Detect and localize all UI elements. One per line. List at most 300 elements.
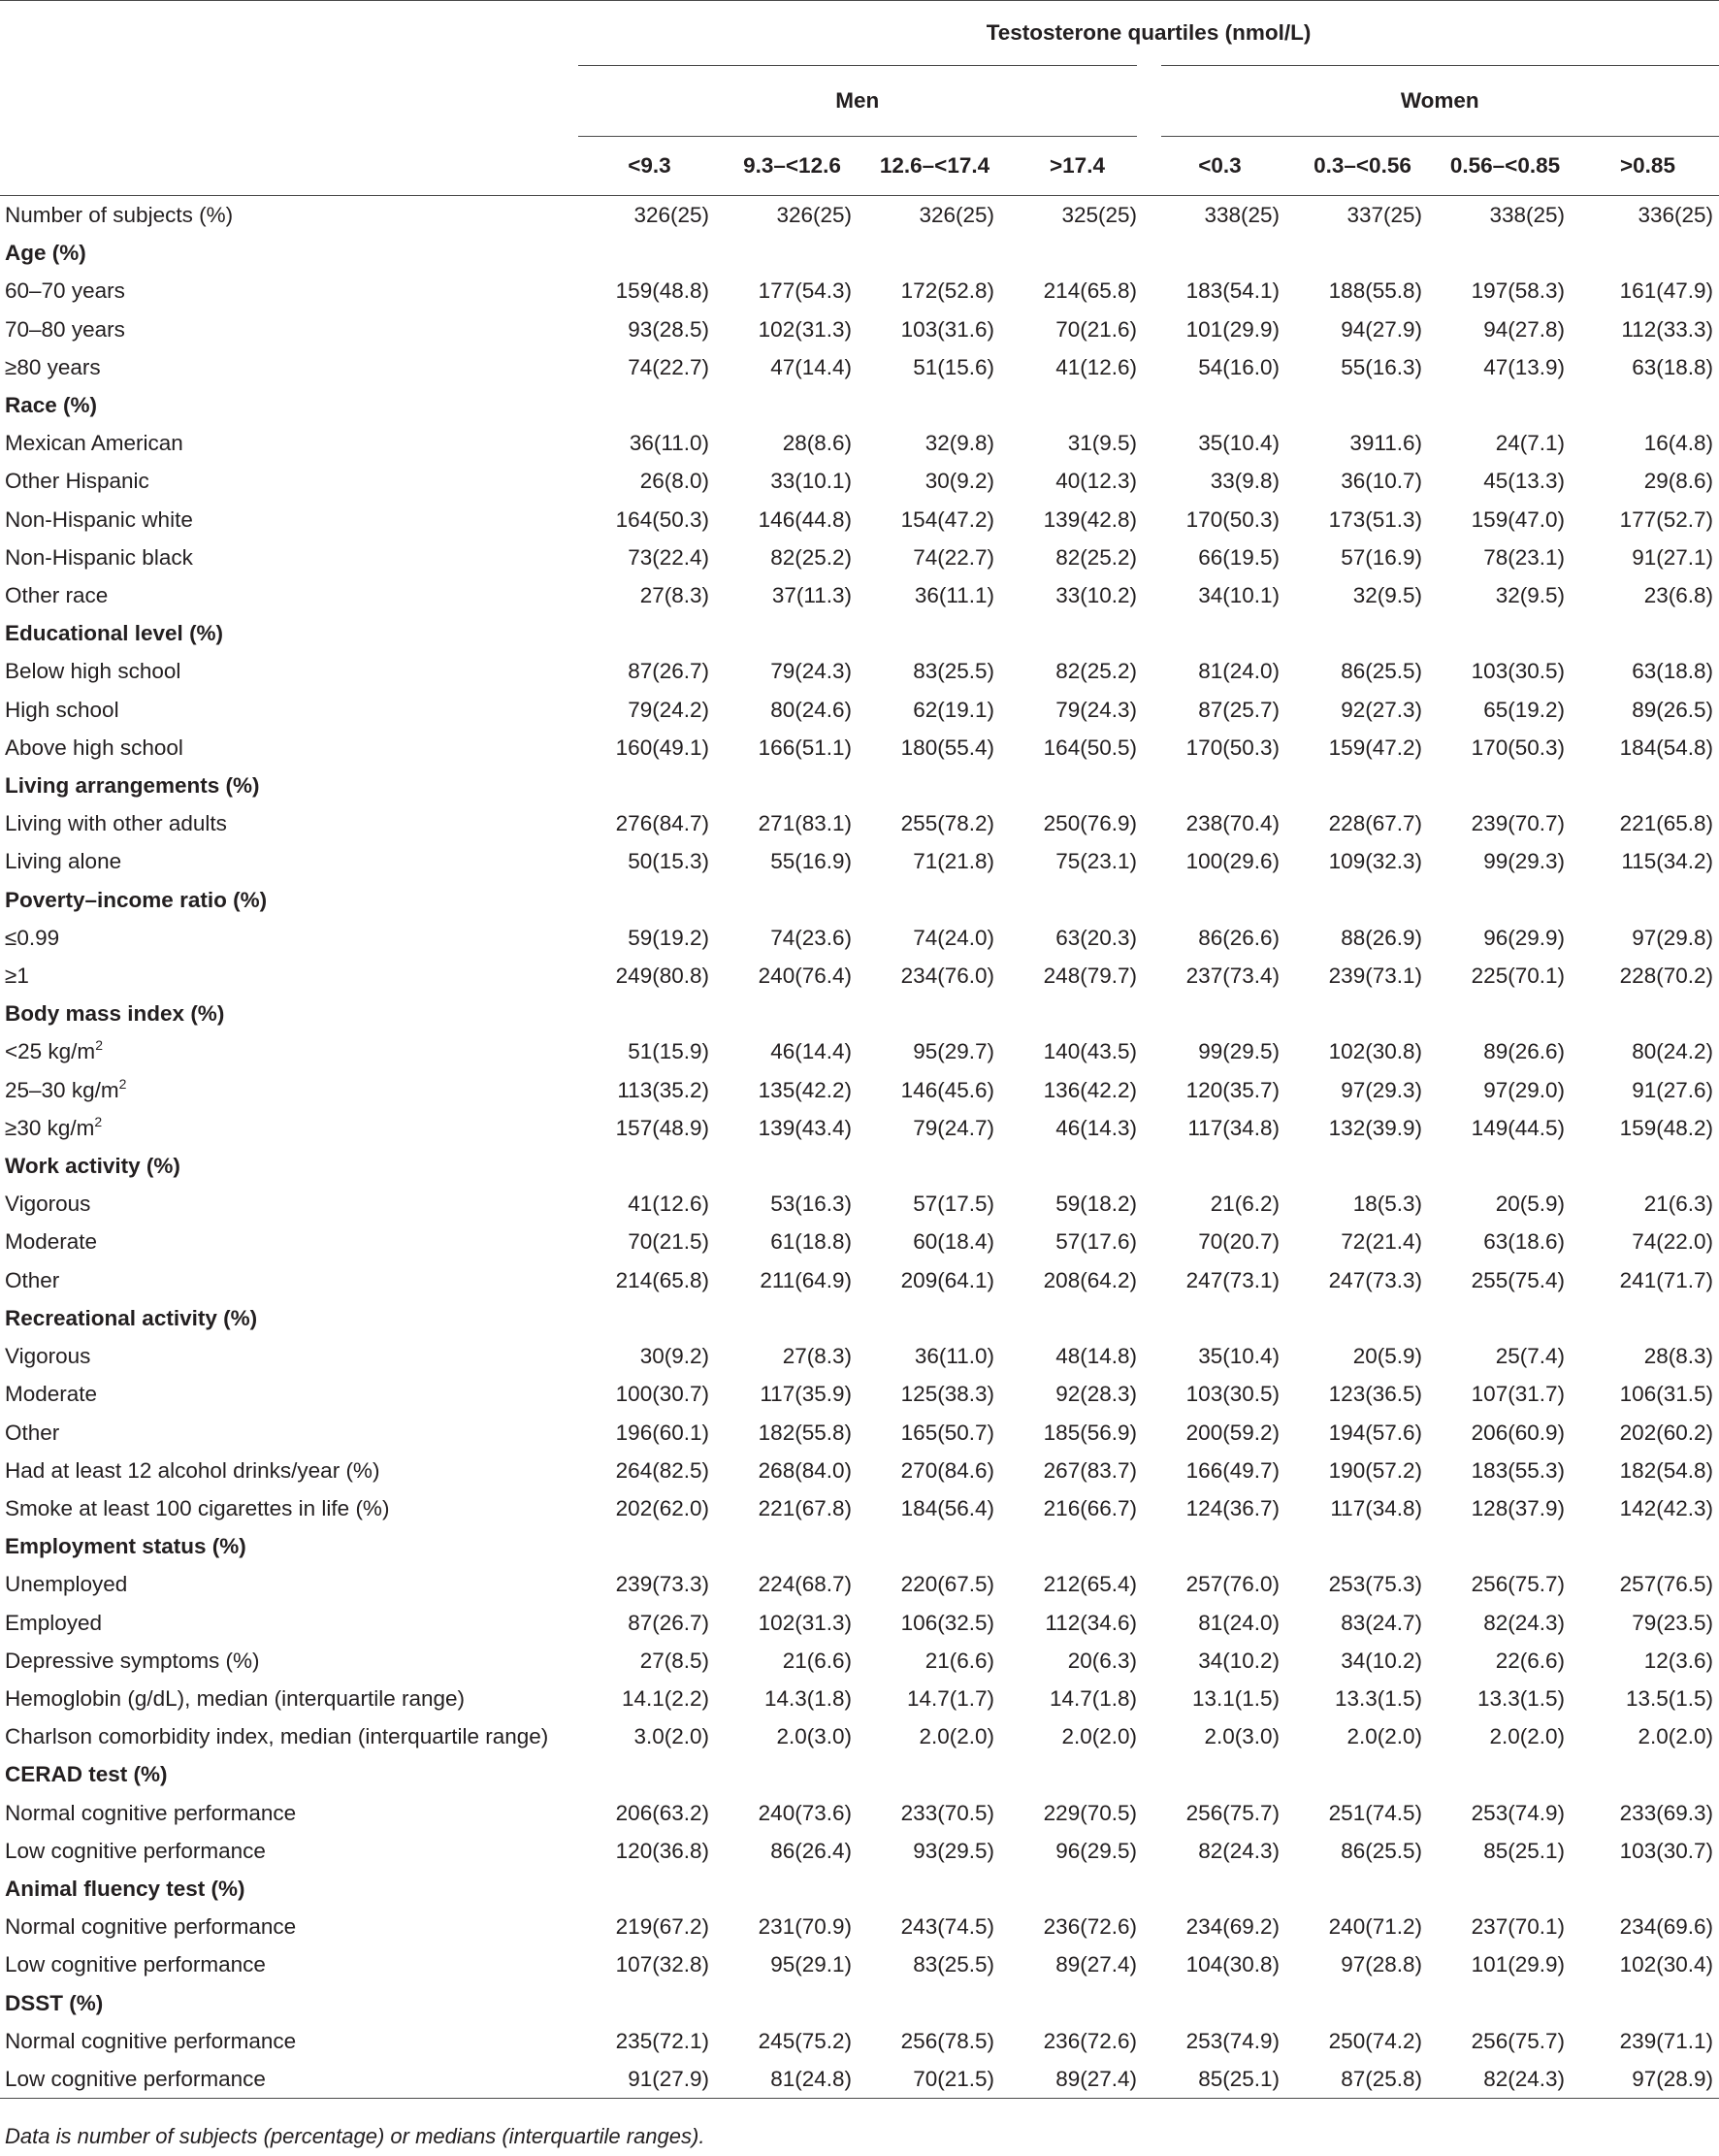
table-cell: 45(13.3) bbox=[1483, 469, 1565, 494]
quartile-header-men: <9.3 bbox=[628, 153, 671, 178]
table-cell: 239(73.3) bbox=[615, 1572, 709, 1597]
table-cell: 74(22.7) bbox=[628, 354, 709, 379]
table-cell: 139(42.8) bbox=[1043, 506, 1137, 532]
quartile-header-women: >0.85 bbox=[1620, 153, 1675, 178]
table-cell: 2.0(3.0) bbox=[776, 1724, 852, 1749]
table-cell: 172(52.8) bbox=[900, 278, 994, 304]
section-heading: CERAD test (%) bbox=[5, 1762, 168, 1787]
table-cell: 112(33.3) bbox=[1621, 316, 1713, 342]
section-heading: Work activity (%) bbox=[5, 1154, 180, 1179]
row-label-text: 60–70 years bbox=[5, 278, 125, 304]
table-cell: 267(83.7) bbox=[1043, 1457, 1137, 1483]
table-cell: 89(27.4) bbox=[1055, 1952, 1137, 1977]
table-cell: 2.0(2.0) bbox=[1489, 1724, 1565, 1749]
section-row bbox=[0, 234, 1719, 272]
table-cell: 239(70.7) bbox=[1471, 811, 1565, 836]
row-label bbox=[0, 1071, 578, 1109]
table-cell: 21(6.6) bbox=[924, 1648, 994, 1673]
table-cell: 83(25.5) bbox=[913, 1952, 994, 1977]
table-cell: 170(50.3) bbox=[1185, 506, 1280, 532]
table-cell: 20(5.9) bbox=[1352, 1344, 1422, 1369]
row-label-text: Vigorous bbox=[5, 1344, 91, 1369]
table-cell: 57(17.6) bbox=[1055, 1229, 1137, 1255]
table-cell: 54(16.0) bbox=[1198, 354, 1280, 379]
table-cell: 2.0(2.0) bbox=[1346, 1724, 1422, 1749]
table-cell: 46(14.4) bbox=[770, 1039, 852, 1064]
table-cell: 326(25) bbox=[776, 203, 852, 227]
table-cell: 70(20.7) bbox=[1198, 1229, 1280, 1255]
table-cell: 81(24.8) bbox=[770, 2066, 852, 2091]
row-label-text: Employed bbox=[5, 1610, 103, 1635]
row-label-text: Depressive symptoms (%) bbox=[5, 1648, 260, 1673]
quartile-header-men: 9.3–<12.6 bbox=[743, 153, 841, 178]
row-label-text: Charlson comorbidity index, median (interquartile range) bbox=[5, 1724, 549, 1749]
row-label bbox=[0, 1185, 578, 1223]
table-row bbox=[0, 919, 1719, 957]
row-label bbox=[0, 652, 578, 690]
table-cell: 33(10.1) bbox=[770, 469, 852, 494]
row-label bbox=[0, 1261, 578, 1299]
table-cell: 229(70.5) bbox=[1043, 1800, 1137, 1825]
table-cell: 97(28.9) bbox=[1632, 2066, 1713, 2091]
table-cell: 170(50.3) bbox=[1471, 735, 1565, 760]
table-cell: 36(11.1) bbox=[914, 583, 994, 608]
table-cell: 220(67.5) bbox=[900, 1572, 994, 1597]
table-cell: 13.3(1.5) bbox=[1476, 1685, 1565, 1711]
table-row bbox=[0, 1945, 1719, 1983]
quartile-header-men: 12.6–<17.4 bbox=[879, 153, 990, 178]
table-cell: 94(27.9) bbox=[1341, 316, 1422, 342]
table-cell: 160(49.1) bbox=[615, 735, 709, 760]
table-row bbox=[0, 272, 1719, 310]
table-cell: 79(23.5) bbox=[1632, 1610, 1713, 1635]
row-label bbox=[0, 729, 578, 767]
table-cell: 21(6.3) bbox=[1643, 1192, 1713, 1217]
section-row bbox=[0, 614, 1719, 652]
table-cell: 82(24.3) bbox=[1483, 2066, 1565, 2091]
table-cell: 63(20.3) bbox=[1055, 925, 1137, 950]
table-row bbox=[0, 348, 1719, 386]
row-label-text: Hemoglobin (g/dL), median (interquartile range) bbox=[5, 1685, 465, 1711]
row-label-text: Normal cognitive performance bbox=[5, 2028, 297, 2053]
table-cell: 74(23.6) bbox=[770, 925, 852, 950]
table-cell: 83(24.7) bbox=[1341, 1610, 1422, 1635]
table-cell: 71(21.8) bbox=[913, 849, 994, 874]
table-row bbox=[0, 1337, 1719, 1375]
table-row bbox=[0, 1680, 1719, 1717]
table-cell: 96(29.9) bbox=[1483, 925, 1565, 950]
table-cell: 224(68.7) bbox=[758, 1572, 852, 1597]
table-cell: 2.0(2.0) bbox=[1061, 1724, 1137, 1749]
table-cell: 51(15.6) bbox=[913, 354, 994, 379]
section-heading: Animal fluency test (%) bbox=[5, 1876, 245, 1901]
table-row bbox=[0, 2022, 1719, 2060]
table-cell: 253(74.9) bbox=[1471, 1800, 1565, 1825]
table-cell: 101(29.9) bbox=[1471, 1952, 1565, 1977]
table-cell: 24(7.1) bbox=[1495, 431, 1565, 456]
table-cell: 21(6.6) bbox=[782, 1648, 852, 1673]
section-row bbox=[0, 386, 1719, 424]
table-cell: 271(83.1) bbox=[758, 811, 852, 836]
table-row bbox=[0, 2060, 1719, 2099]
section-heading: Age (%) bbox=[5, 241, 86, 266]
table-cell: 35(10.4) bbox=[1198, 1344, 1280, 1369]
table-row bbox=[0, 1452, 1719, 1489]
table-cell: 3.0(2.0) bbox=[633, 1724, 709, 1749]
table-cell: 28(8.3) bbox=[1643, 1344, 1713, 1369]
table-cell: 2.0(3.0) bbox=[1204, 1724, 1280, 1749]
row-label bbox=[0, 1642, 578, 1680]
table-cell: 70(21.5) bbox=[913, 2066, 994, 2091]
table-cell: 180(55.4) bbox=[900, 735, 994, 760]
table-cell: 107(31.7) bbox=[1471, 1382, 1565, 1407]
table-cell: 33(9.8) bbox=[1210, 469, 1280, 494]
header-row-title bbox=[0, 1, 1719, 66]
group-header-men: Men bbox=[578, 66, 1149, 137]
table-row bbox=[0, 691, 1719, 729]
table-cell: 236(72.6) bbox=[1043, 2028, 1137, 2053]
section-row bbox=[0, 1527, 1719, 1565]
table-row bbox=[0, 729, 1719, 767]
table-cell: 206(63.2) bbox=[615, 1800, 709, 1825]
table-cell: 184(54.8) bbox=[1619, 735, 1713, 760]
table-cell: 231(70.9) bbox=[758, 1914, 852, 1940]
table-cell: 82(24.3) bbox=[1198, 1838, 1280, 1863]
table-cell: 117(34.8) bbox=[1187, 1115, 1280, 1140]
table-cell: 255(75.4) bbox=[1471, 1267, 1565, 1292]
table-row bbox=[0, 1642, 1719, 1680]
table-cell: 78(23.1) bbox=[1483, 544, 1565, 570]
table-cell: 27(8.3) bbox=[782, 1344, 852, 1369]
table-cell: 255(78.2) bbox=[900, 811, 994, 836]
table-cell: 161(47.9) bbox=[1619, 278, 1713, 304]
table-row bbox=[0, 842, 1719, 880]
section-heading: DSST (%) bbox=[5, 1990, 104, 2015]
table-cell: 102(30.8) bbox=[1328, 1039, 1422, 1064]
row-label bbox=[0, 424, 578, 462]
table-cell: 59(18.2) bbox=[1055, 1192, 1137, 1217]
table-row bbox=[0, 310, 1719, 348]
row-label bbox=[0, 1452, 578, 1489]
table-cell: 82(25.2) bbox=[1055, 659, 1137, 684]
table-cell: 36(11.0) bbox=[629, 431, 709, 456]
unit-superscript: 2 bbox=[94, 1113, 103, 1129]
table-cell: 89(26.6) bbox=[1483, 1039, 1565, 1064]
row-label-text: Below high school bbox=[5, 659, 181, 684]
table-cell: 13.1(1.5) bbox=[1191, 1685, 1280, 1711]
table-cell: 95(29.1) bbox=[770, 1952, 852, 1977]
row-label bbox=[0, 1908, 578, 1945]
table-cell: 94(27.8) bbox=[1483, 316, 1565, 342]
table-cell: 85(25.1) bbox=[1198, 2066, 1280, 2091]
row-label-text: 25–30 kg/m bbox=[5, 1077, 119, 1102]
table-cell: 75(23.1) bbox=[1055, 849, 1137, 874]
quartile-header-men: >17.4 bbox=[1050, 153, 1105, 178]
row-label bbox=[0, 1604, 578, 1642]
table-cell: 96(29.5) bbox=[1055, 1838, 1137, 1863]
table-cell: 214(65.8) bbox=[1043, 278, 1137, 304]
row-label-text: ≥30 kg/m bbox=[5, 1115, 95, 1140]
row-label-text: Normal cognitive performance bbox=[5, 1914, 297, 1940]
table-cell: 104(30.8) bbox=[1185, 1952, 1280, 1977]
table-cell: 228(67.7) bbox=[1328, 811, 1422, 836]
table-cell: 102(31.3) bbox=[758, 1610, 852, 1635]
table-cell: 212(65.4) bbox=[1043, 1572, 1137, 1597]
table-cell: 103(30.5) bbox=[1185, 1382, 1280, 1407]
table-cell: 2.0(2.0) bbox=[919, 1724, 994, 1749]
table-cell: 124(36.7) bbox=[1185, 1495, 1280, 1520]
table-cell: 14.3(1.8) bbox=[763, 1685, 852, 1711]
table-cell: 117(35.9) bbox=[760, 1382, 852, 1407]
row-label bbox=[0, 539, 578, 576]
row-label-text: Vigorous bbox=[5, 1192, 91, 1217]
table-cell: 46(14.3) bbox=[1055, 1115, 1137, 1140]
table-cell: 100(30.7) bbox=[615, 1382, 709, 1407]
table-cell: 79(24.2) bbox=[628, 697, 709, 722]
table-cell: 20(5.9) bbox=[1495, 1192, 1565, 1217]
section-row bbox=[0, 1870, 1719, 1908]
row-label-text: Living alone bbox=[5, 849, 122, 874]
table-cell: 74(24.0) bbox=[913, 925, 994, 950]
header-empty-cell bbox=[0, 137, 578, 196]
row-label bbox=[0, 1794, 578, 1832]
table-row bbox=[0, 539, 1719, 576]
table-cell: 240(73.6) bbox=[758, 1800, 852, 1825]
table-cell: 120(36.8) bbox=[615, 1838, 709, 1863]
unit-superscript: 2 bbox=[95, 1037, 103, 1054]
section-heading: Recreational activity (%) bbox=[5, 1305, 258, 1330]
row-label-text: ≤0.99 bbox=[5, 925, 60, 950]
table-row bbox=[0, 1832, 1719, 1870]
section-row bbox=[0, 1755, 1719, 1793]
table-cell: 249(80.8) bbox=[615, 964, 709, 989]
table-cell: 14.7(1.7) bbox=[906, 1685, 994, 1711]
section-row bbox=[0, 995, 1719, 1032]
table-cell: 146(44.8) bbox=[758, 506, 852, 532]
table-cell: 157(48.9) bbox=[615, 1115, 709, 1140]
table-cell: 97(29.8) bbox=[1632, 925, 1713, 950]
table-cell: 33(10.2) bbox=[1055, 583, 1137, 608]
table-cell: 190(57.2) bbox=[1328, 1457, 1422, 1483]
table-cell: 92(27.3) bbox=[1341, 697, 1422, 722]
table-cell: 103(30.7) bbox=[1619, 1838, 1713, 1863]
table-cell: 115(34.2) bbox=[1621, 849, 1713, 874]
table-cell: 41(12.6) bbox=[1055, 354, 1137, 379]
table-cell: 184(56.4) bbox=[900, 1495, 994, 1520]
table-cell: 132(39.9) bbox=[1328, 1115, 1422, 1140]
section-heading: Race (%) bbox=[5, 393, 98, 418]
section-heading: Employment status (%) bbox=[5, 1534, 246, 1559]
row-label-text: ≥1 bbox=[5, 964, 29, 989]
table-cell: 140(43.5) bbox=[1043, 1039, 1137, 1064]
table-cell: 2.0(2.0) bbox=[1638, 1724, 1713, 1749]
table-cell: 325(25) bbox=[1061, 203, 1137, 227]
group-header-women: Women bbox=[1149, 66, 1719, 137]
table-cell: 225(70.1) bbox=[1471, 964, 1565, 989]
table-cell: 97(29.3) bbox=[1341, 1077, 1422, 1102]
section-row bbox=[0, 1299, 1719, 1337]
table-cell: 251(74.5) bbox=[1328, 1800, 1422, 1825]
table-cell: 34(10.2) bbox=[1341, 1648, 1422, 1673]
table-cell: 166(51.1) bbox=[758, 735, 852, 760]
table-cell: 247(73.1) bbox=[1185, 1267, 1280, 1292]
table-cell: 182(54.8) bbox=[1619, 1457, 1713, 1483]
table-cell: 102(31.3) bbox=[758, 316, 852, 342]
table-row bbox=[0, 1565, 1719, 1603]
table-cell: 250(76.9) bbox=[1043, 811, 1137, 836]
quartile-header-women: 0.56–<0.85 bbox=[1449, 153, 1561, 178]
table-cell: 74(22.0) bbox=[1632, 1229, 1713, 1255]
row-label bbox=[0, 1945, 578, 1983]
section-heading: Body mass index (%) bbox=[5, 1001, 225, 1027]
table-row bbox=[0, 1185, 1719, 1223]
row-label-text: <25 kg/m bbox=[5, 1039, 96, 1064]
table-cell: 62(19.1) bbox=[913, 697, 994, 722]
table-cell: 211(64.9) bbox=[760, 1267, 852, 1292]
row-label-text: 70–80 years bbox=[5, 316, 125, 342]
section-row bbox=[0, 767, 1719, 804]
row-label bbox=[0, 501, 578, 539]
table-row bbox=[0, 576, 1719, 614]
table-cell: 63(18.6) bbox=[1483, 1229, 1565, 1255]
table-cell: 214(65.8) bbox=[615, 1267, 709, 1292]
row-label bbox=[0, 1680, 578, 1717]
table-cell: 135(42.2) bbox=[758, 1077, 852, 1102]
table-cell: 112(34.6) bbox=[1045, 1610, 1137, 1635]
quartile-header-women: 0.3–<0.56 bbox=[1314, 153, 1411, 178]
table-row bbox=[0, 1604, 1719, 1642]
row-label-text: Living with other adults bbox=[5, 811, 227, 836]
row-label-text: Low cognitive performance bbox=[5, 1952, 266, 1977]
row-label bbox=[0, 1717, 578, 1755]
table-cell: 81(24.0) bbox=[1198, 659, 1280, 684]
row-label-text: High school bbox=[5, 697, 119, 722]
table-cell: 27(8.3) bbox=[639, 583, 709, 608]
table-cell: 233(70.5) bbox=[900, 1800, 994, 1825]
table-cell: 164(50.3) bbox=[615, 506, 709, 532]
table-cell: 59(19.2) bbox=[628, 925, 709, 950]
table-cell: 57(16.9) bbox=[1341, 544, 1422, 570]
row-label bbox=[0, 310, 578, 348]
table-cell: 194(57.6) bbox=[1328, 1420, 1422, 1445]
table-cell: 240(76.4) bbox=[758, 964, 852, 989]
table-cell: 99(29.5) bbox=[1198, 1039, 1280, 1064]
table-cell: 22(6.6) bbox=[1495, 1648, 1565, 1673]
table-cell: 26(8.0) bbox=[639, 469, 709, 494]
table-title: Testosterone quartiles (nmol/L) bbox=[578, 1, 1719, 66]
table-cell: 20(6.3) bbox=[1067, 1648, 1137, 1673]
table-cell: 235(72.1) bbox=[615, 2028, 709, 2053]
table-cell: 12(3.6) bbox=[1643, 1648, 1713, 1673]
table-cell: 238(70.4) bbox=[1185, 811, 1280, 836]
table-cell: 14.7(1.8) bbox=[1049, 1685, 1137, 1711]
table-cell: 27(8.5) bbox=[639, 1648, 709, 1673]
table-cell: 257(76.0) bbox=[1185, 1572, 1280, 1597]
table-cell: 89(27.4) bbox=[1055, 2066, 1137, 2091]
table-cell: 63(18.8) bbox=[1632, 354, 1713, 379]
table-cell: 16(4.8) bbox=[1643, 431, 1713, 456]
row-label bbox=[0, 576, 578, 614]
table-cell: 221(67.8) bbox=[758, 1495, 852, 1520]
section-heading: Living arrangements (%) bbox=[5, 773, 260, 799]
table-cell: 86(25.5) bbox=[1341, 1838, 1422, 1863]
table-cell: 256(75.7) bbox=[1471, 1572, 1565, 1597]
table-cell: 13.3(1.5) bbox=[1334, 1685, 1422, 1711]
table-cell: 97(28.8) bbox=[1341, 1952, 1422, 1977]
table-cell: 32(9.8) bbox=[924, 431, 994, 456]
table-cell: 51(15.9) bbox=[628, 1039, 709, 1064]
table-cell: 253(75.3) bbox=[1328, 1572, 1422, 1597]
table-cell: 239(71.1) bbox=[1619, 2028, 1713, 2053]
table-cell: 91(27.6) bbox=[1632, 1077, 1713, 1102]
table-cell: 243(74.5) bbox=[900, 1914, 994, 1940]
table-cell: 103(30.5) bbox=[1471, 659, 1565, 684]
table-cell: 257(76.5) bbox=[1619, 1572, 1713, 1597]
table-cell: 50(15.3) bbox=[628, 849, 709, 874]
row-label bbox=[0, 272, 578, 310]
table-cell: 234(69.2) bbox=[1185, 1914, 1280, 1940]
table-cell: 57(17.5) bbox=[913, 1192, 994, 1217]
table-cell: 221(65.8) bbox=[1619, 811, 1713, 836]
table-cell: 14.1(2.2) bbox=[621, 1685, 709, 1711]
table-row bbox=[0, 1375, 1719, 1413]
table-cell: 326(25) bbox=[633, 203, 709, 227]
table-cell: 337(25) bbox=[1346, 203, 1422, 227]
table-cell: 120(35.7) bbox=[1185, 1077, 1280, 1102]
table-cell: 74(22.7) bbox=[913, 544, 994, 570]
table-cell: 206(60.9) bbox=[1471, 1420, 1565, 1445]
table-header bbox=[0, 1, 1719, 196]
row-label-text: Non-Hispanic white bbox=[5, 506, 193, 532]
table-cell: 154(47.2) bbox=[900, 506, 994, 532]
row-label-text: Moderate bbox=[5, 1229, 98, 1255]
table-cell: 338(25) bbox=[1204, 203, 1280, 227]
table-cell: 82(25.2) bbox=[770, 544, 852, 570]
table-cell: 256(75.7) bbox=[1185, 1800, 1280, 1825]
table-cell: 88(26.9) bbox=[1341, 925, 1422, 950]
row-label-text: Other bbox=[5, 1420, 60, 1445]
table-cell: 63(18.8) bbox=[1632, 659, 1713, 684]
table-cell: 268(84.0) bbox=[758, 1457, 852, 1483]
table-row bbox=[0, 501, 1719, 539]
table-cell: 209(64.1) bbox=[900, 1267, 994, 1292]
table-cell: 197(58.3) bbox=[1471, 278, 1565, 304]
table-cell: 34(10.1) bbox=[1198, 583, 1280, 608]
table-cell: 99(29.3) bbox=[1483, 849, 1565, 874]
table-cell: 123(36.5) bbox=[1328, 1382, 1422, 1407]
table-cell: 338(25) bbox=[1489, 203, 1565, 227]
table-cell: 183(55.3) bbox=[1471, 1457, 1565, 1483]
section-heading: Poverty–income ratio (%) bbox=[5, 887, 268, 912]
table-cell: 80(24.2) bbox=[1632, 1039, 1713, 1064]
table-cell: 85(25.1) bbox=[1483, 1838, 1565, 1863]
table-cell: 61(18.8) bbox=[770, 1229, 852, 1255]
table-cell: 36(11.0) bbox=[914, 1344, 994, 1369]
row-label bbox=[0, 1832, 578, 1870]
table-cell: 149(44.5) bbox=[1471, 1115, 1565, 1140]
table-cell: 233(69.3) bbox=[1619, 1800, 1713, 1825]
row-label bbox=[0, 1032, 578, 1070]
table-cell: 87(25.8) bbox=[1341, 2066, 1422, 2091]
header-empty-cell bbox=[0, 1, 578, 66]
row-label-text: Low cognitive performance bbox=[5, 1838, 266, 1863]
table-cell: 113(35.2) bbox=[617, 1077, 709, 1102]
table-row bbox=[0, 1414, 1719, 1452]
table-cell: 80(24.6) bbox=[770, 697, 852, 722]
table-row bbox=[0, 1261, 1719, 1299]
table-cell: 253(74.9) bbox=[1185, 2028, 1280, 2053]
table-cell: 101(29.9) bbox=[1185, 316, 1280, 342]
